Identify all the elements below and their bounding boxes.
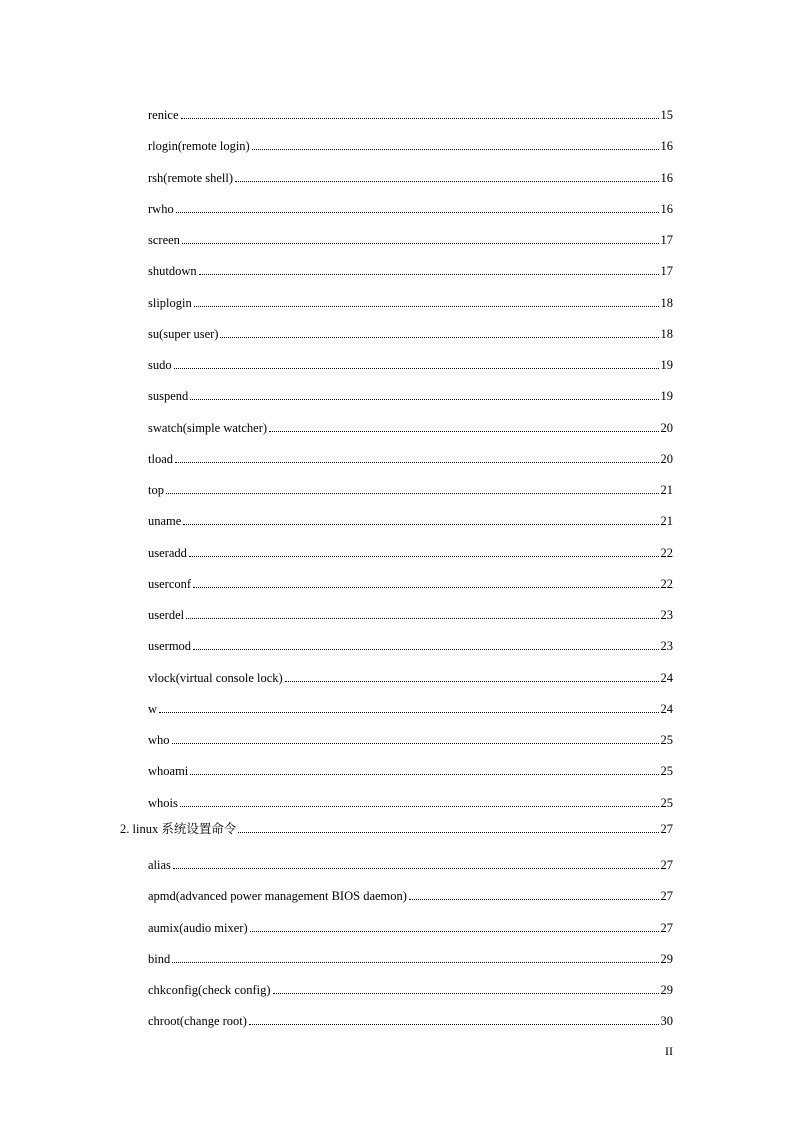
toc-entry-page-number: 27 xyxy=(660,920,673,935)
toc-entry-title: top xyxy=(148,483,164,497)
toc-entry[interactable] xyxy=(148,883,673,903)
toc-entry-page-number: 17 xyxy=(660,233,673,247)
toc-entry[interactable] xyxy=(148,540,673,560)
toc-entry-page-number: 27 xyxy=(660,858,673,872)
toc-entry[interactable] xyxy=(148,602,673,622)
dot-leader xyxy=(190,399,658,400)
toc-entry-page-number: 30 xyxy=(660,1014,673,1029)
toc-entry[interactable] xyxy=(148,633,673,653)
toc-section-heading[interactable] xyxy=(120,816,673,836)
toc-entry-title: chroot(change root) xyxy=(148,1014,247,1029)
toc-entry[interactable] xyxy=(148,321,673,341)
toc-entry-page-number: 22 xyxy=(660,576,673,591)
dot-leader xyxy=(159,712,658,713)
toc-entry[interactable] xyxy=(148,352,673,372)
toc-entry[interactable] xyxy=(148,258,673,278)
dot-leader xyxy=(238,832,658,833)
toc-entry-page-number: 16 xyxy=(660,170,673,185)
toc-entry[interactable] xyxy=(148,1008,673,1028)
toc-entry-title: uname xyxy=(148,514,182,529)
toc-entry-page-number: 21 xyxy=(660,514,673,529)
dot-leader xyxy=(189,556,659,557)
dot-leader xyxy=(186,618,658,619)
toc-entry[interactable] xyxy=(148,915,673,935)
toc-entry-title: w xyxy=(148,701,158,716)
toc-entry[interactable] xyxy=(148,665,673,685)
toc-entry-page-number: 23 xyxy=(660,608,673,622)
toc-entry[interactable] xyxy=(148,727,673,747)
toc-entry-page-number: 19 xyxy=(660,358,673,372)
toc-entry-page-number: 15 xyxy=(660,108,673,122)
toc-entry-title: 2. linux 系统设置命令 xyxy=(120,821,237,836)
toc-entry[interactable] xyxy=(148,477,673,497)
dot-leader xyxy=(182,243,659,244)
toc-entry-title: swatch(simple watcher) xyxy=(148,420,268,435)
toc-entry-page-number: 27 xyxy=(660,821,673,836)
toc-entry-title: useradd xyxy=(148,545,187,560)
toc-entry-page-number: 18 xyxy=(660,295,673,310)
dot-leader xyxy=(180,806,659,807)
dot-leader xyxy=(193,649,658,650)
toc-entry-title: rlogin(remote login) xyxy=(148,139,250,154)
toc-entry-page-number: 29 xyxy=(660,983,673,997)
dot-leader xyxy=(172,743,659,744)
toc-entry-title: userconf xyxy=(148,576,192,591)
dot-leader xyxy=(173,868,659,869)
dot-leader xyxy=(285,681,659,682)
toc-entry-title: whois xyxy=(148,795,178,810)
toc-entry[interactable] xyxy=(148,383,673,403)
toc-entry-page-number: 16 xyxy=(660,139,673,154)
toc-entry-title: alias xyxy=(148,858,171,872)
toc-entry-title: whoami xyxy=(148,764,189,779)
toc-entry-page-number: 25 xyxy=(660,764,673,779)
toc-entry[interactable] xyxy=(148,415,673,435)
toc-entry-title: usermod xyxy=(148,639,192,654)
toc-entry-title: aumix(audio mixer) xyxy=(148,920,248,935)
toc-entry-title: vlock(virtual console lock) xyxy=(148,670,283,685)
toc-entry-page-number: 22 xyxy=(660,545,673,560)
toc-entry-page-number: 25 xyxy=(660,795,673,810)
toc-entry-page-number: 25 xyxy=(660,733,673,747)
toc-entry-page-number: 24 xyxy=(660,670,673,685)
dot-leader xyxy=(409,899,659,900)
toc-entry[interactable] xyxy=(148,165,673,185)
toc-entry[interactable] xyxy=(148,571,673,591)
toc-entry-page-number: 21 xyxy=(660,483,673,497)
toc-entry[interactable] xyxy=(148,852,673,872)
toc-entry[interactable] xyxy=(148,758,673,778)
dot-leader xyxy=(172,962,658,963)
toc-entry[interactable] xyxy=(148,196,673,216)
dot-leader xyxy=(190,774,658,775)
dot-leader xyxy=(183,524,658,525)
toc-entry-title: apmd(advanced power management BIOS daemon) xyxy=(148,889,407,904)
toc-entry[interactable] xyxy=(148,696,673,716)
dot-leader xyxy=(220,337,658,338)
dot-leader xyxy=(176,212,659,213)
toc-entry[interactable] xyxy=(148,790,673,810)
toc-entry[interactable] xyxy=(148,102,673,122)
toc-entry-title: suspend xyxy=(148,389,189,404)
dot-leader xyxy=(250,931,659,932)
toc-entry-title: tload xyxy=(148,451,173,466)
toc-entry[interactable] xyxy=(148,977,673,997)
toc-entry-page-number: 17 xyxy=(660,264,673,279)
toc-entry[interactable] xyxy=(148,133,673,153)
toc-entry-title: sudo xyxy=(148,358,172,372)
toc-entry-title: chkconfig(check config) xyxy=(148,983,271,997)
toc-entry-title: who xyxy=(148,733,170,747)
toc-entry-title: bind xyxy=(148,951,171,966)
toc-entry[interactable] xyxy=(148,946,673,966)
dot-leader xyxy=(249,1024,659,1025)
toc-entry-page-number: 18 xyxy=(660,326,673,341)
toc-entry-page-number: 29 xyxy=(660,951,673,966)
toc-entry[interactable] xyxy=(148,446,673,466)
dot-leader xyxy=(269,431,658,432)
page-number: II xyxy=(665,1044,673,1058)
dot-leader xyxy=(199,274,659,275)
toc-entry-page-number: 24 xyxy=(660,701,673,716)
dot-leader xyxy=(273,993,659,994)
toc-entry[interactable] xyxy=(148,227,673,247)
dot-leader xyxy=(252,149,659,150)
dot-leader xyxy=(194,306,659,307)
toc-entry-title: renice xyxy=(148,108,179,122)
dot-leader xyxy=(174,368,659,369)
toc-entry-page-number: 19 xyxy=(660,389,673,404)
toc-entry-page-number: 16 xyxy=(660,201,673,216)
toc-entry-title: screen xyxy=(148,233,180,247)
toc-entry-page-number: 27 xyxy=(660,889,673,904)
toc-entry-title: shutdown xyxy=(148,264,197,279)
toc-entry-page-number: 23 xyxy=(660,639,673,654)
toc-entry-page-number: 20 xyxy=(660,420,673,435)
dot-leader xyxy=(235,181,658,182)
dot-leader xyxy=(181,118,659,119)
dot-leader xyxy=(166,493,659,494)
toc-entry-title: su(super user) xyxy=(148,326,219,341)
toc-entry-page-number: 20 xyxy=(660,451,673,466)
toc-entry[interactable] xyxy=(148,508,673,528)
toc-entry-title: rwho xyxy=(148,201,174,216)
toc-entry[interactable] xyxy=(148,290,673,310)
dot-leader xyxy=(193,587,658,588)
toc-entry-title: userdel xyxy=(148,608,185,622)
toc-entry-title: rsh(remote shell) xyxy=(148,170,234,185)
dot-leader xyxy=(175,462,659,463)
toc-entry-title: sliplogin xyxy=(148,295,192,310)
